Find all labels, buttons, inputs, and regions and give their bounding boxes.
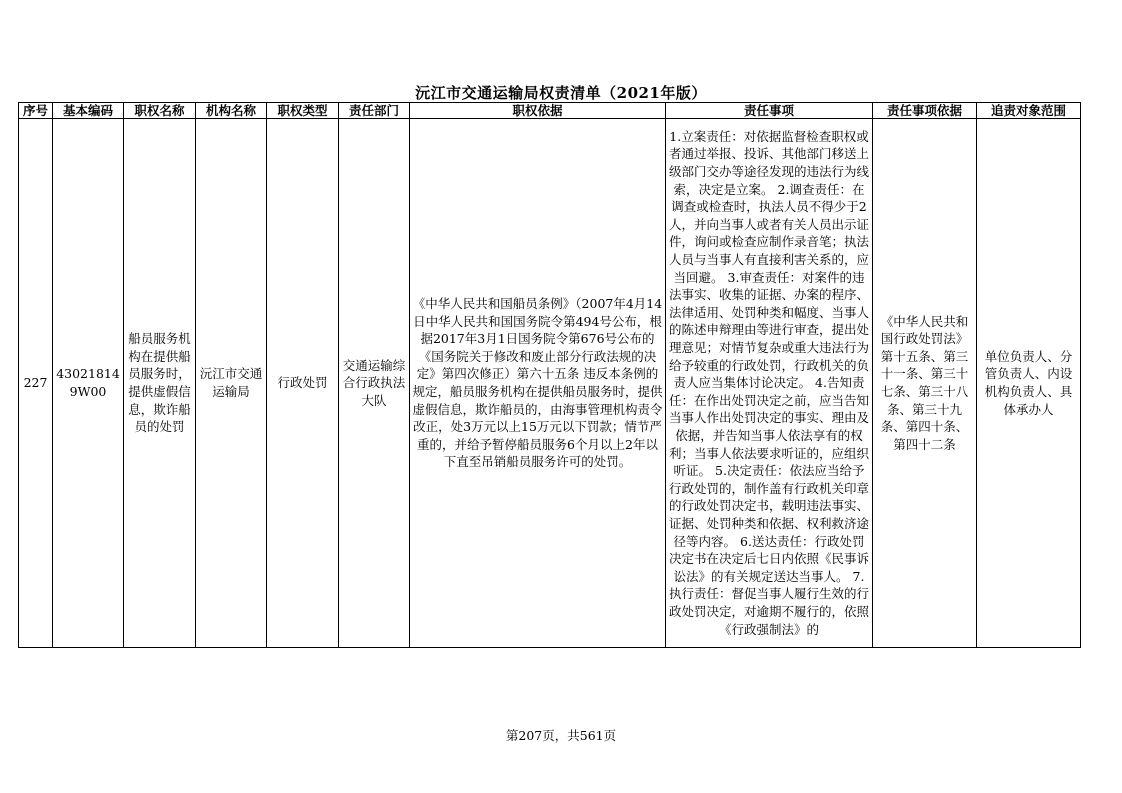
cell-index: 227 — [19, 119, 53, 648]
cell-scope: 单位负责人、分管负责人、内设机构负责人、具体承办人 — [977, 119, 1081, 648]
cell-org-name: 沅江市交通运输局 — [196, 119, 267, 648]
header-basis: 职权依据 — [410, 103, 666, 119]
table-row — [19, 119, 1081, 648]
header-dept: 责任部门 — [339, 103, 410, 119]
header-power-type: 职权类型 — [267, 103, 339, 119]
cell-resp-basis: 《中华人民共和国行政处罚法》第十五条、第三十一条、第三十七条、第三十八条、第三十九条、第四十条、第四十二条 — [873, 119, 977, 648]
cell-dept: 交通运输综合行政执法大队 — [339, 119, 410, 648]
header-org-name: 机构名称 — [196, 103, 267, 119]
page-footer: 第207页，共561页 — [505, 728, 617, 743]
header-power-name: 职权名称 — [124, 103, 196, 119]
header-resp-basis: 责任事项依据 — [873, 103, 977, 119]
table-header-row — [19, 103, 1081, 119]
header-code: 基本编码 — [53, 103, 124, 119]
cell-code: 430218149W00 — [53, 119, 124, 648]
page-title: 沅江市交通运输局权责清单（2021年版） — [415, 84, 707, 102]
header-scope: 追责对象范围 — [977, 103, 1081, 119]
cell-responsibility: 1.立案责任：对依据监督检查职权或者通过举报、投诉、其他部门移送上级部门交办等途径发现的违法行为线索，决定是立案。 2.调查责任：在调查或检查时，执法人员不得少于2人，并向当事人或者有关人员出示证件，询问或检查应制作录音笔；执法人员与当事人有直接利害关系的，应当回避。 3.审查责任：对案件的违法事实、收集的证据、办案的程序、法律适用、处罚种类和幅度、当事人的陈述申辩理由等进行审查，提出处理意见；对情节复杂或重大违法行为给予较重的行政处罚，行政机关的负责人应当集体讨论决定。 4.告知责任：在作出处罚决定之前，应当告知当事人作出处罚决定的事实、理由及依据，并告知当事人依法享有的权利；当事人依法要求听证的，应组织听证。 5.决定责任：依法应当给予行政处罚的，制作盖有行政机关印章的行政处罚决定书，载明违法事实、证据、处罚种类和依据、权利救济途径等内容。 6.送达责任：行政处罚决定书在决定后七日内依照《民事诉讼法》的有关规定送达当事人。 7.执行责任：督促当事人履行生效的行政处罚决定，对逾期不履行的，依照《行政强制法》的 — [666, 119, 873, 648]
cell-basis: 《中华人民共和国船员条例》（2007年4月14日中华人民共和国国务院令第494号公布，根据2017年3月1日国务院令第676号公布的《国务院关于修改和废止部分行政法规的决定》第四次修正）第六十五条 违反本条例的规定，船员服务机构在提供船员服务时，提供虚假信息，欺诈船员的，由海事管理机构责令改正，处3万元以上15万元以下罚款；情节严重的，并给予暂停船员服务6个月以上2年以下直至吊销船员服务许可的处罚。 — [410, 119, 666, 648]
responsibility-table — [18, 102, 1081, 648]
cell-power-type: 行政处罚 — [267, 119, 339, 648]
header-index: 序号 — [19, 103, 53, 119]
cell-power-name: 船员服务机构在提供船员服务时，提供虚假信息，欺诈船员的处罚 — [124, 119, 196, 648]
header-responsibility: 责任事项 — [666, 103, 873, 119]
